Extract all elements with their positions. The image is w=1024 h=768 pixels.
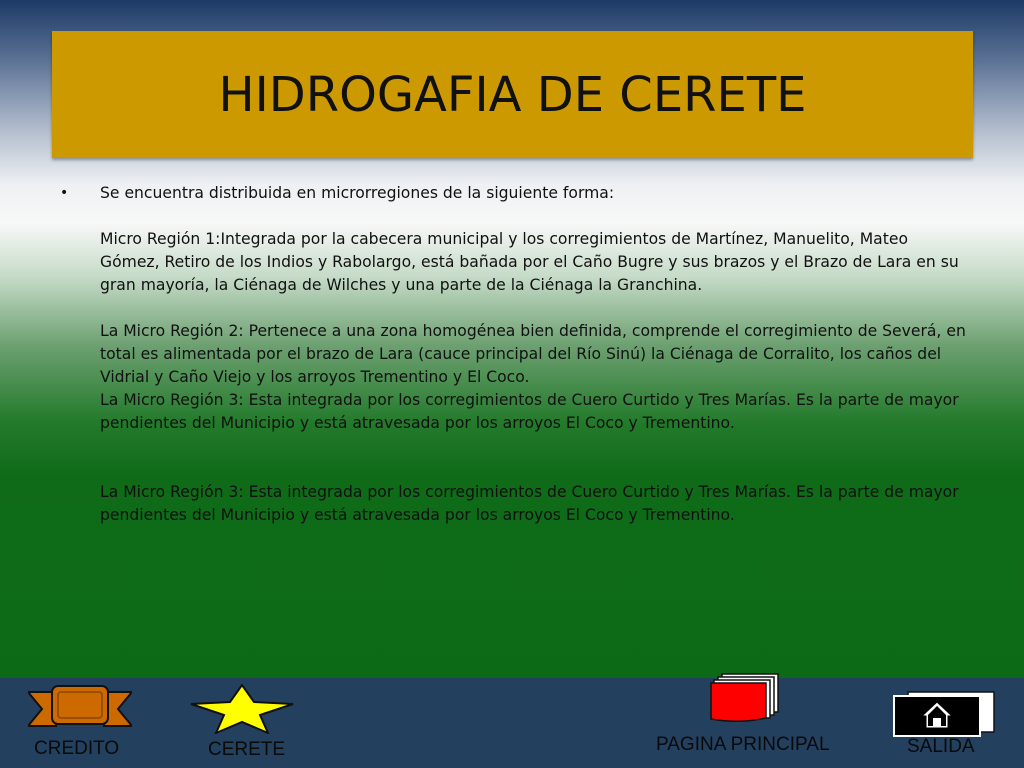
- slide-content: [60, 182, 970, 527]
- credito-label[interactable]: CREDITO: [34, 738, 120, 759]
- region-2-paragraph: La Micro Región 2: Pertenece a una zona homogénea bien definida, comprende el corregimiento de Severá, en total es alimentada por el brazo de Lara (cauce principal del Río Sinú) la Ciénaga de Corralito, los caños del Vidrial y Caño Viejo y los arroyos Trementino y El Coco.: [100, 322, 966, 386]
- paragraph-spacer: [100, 205, 970, 228]
- ribbon-banner-icon[interactable]: [28, 684, 132, 734]
- stacked-cards-icon[interactable]: [710, 672, 782, 724]
- slide-title-bar: [52, 31, 973, 158]
- intro-paragraph: Se encuentra distribuida en microrregiones de la siguiente forma:: [100, 184, 615, 202]
- bullet-marker: •: [60, 185, 69, 201]
- region-3-repeat-paragraph: La Micro Región 3: Esta integrada por los corregimientos de Cuero Curtido y Tres Marías. Es la parte de mayor pendientes del Municipio y está atravesada por los arroyos El Coco y Trementino.: [100, 483, 959, 524]
- home-icon[interactable]: [892, 690, 996, 740]
- bullet-body: [100, 182, 970, 527]
- cerete-label[interactable]: CERETE: [208, 739, 286, 760]
- paragraph-spacer: [100, 297, 970, 320]
- slide-title: HIDROGAFIA DE CERETE: [218, 66, 807, 123]
- pagina-principal-label[interactable]: PAGINA PRINCIPAL: [656, 734, 830, 755]
- bullet-item: [60, 182, 970, 527]
- region-3-paragraph: La Micro Región 3: Esta integrada por los corregimientos de Cuero Curtido y Tres Marías. Es la parte de mayor pendientes del Municipio y está atravesada por los arroyos El Coco y Trementino.: [100, 391, 959, 432]
- salida-label[interactable]: SALIDA: [907, 736, 975, 757]
- navigation-bar: [0, 678, 1024, 768]
- star-icon[interactable]: [190, 684, 294, 734]
- paragraph-spacer: [100, 435, 970, 481]
- region-1-paragraph: Micro Región 1:Integrada por la cabecera municipal y los corregimientos de Martínez, Manuelito, Mateo Gómez, Retiro de los Indios y Rabolargo, está bañada por el Caño Bugre y sus brazos y el Brazo de Lara en su gran mayoría, la Ciénaga de Wilches y una parte de la Ciénaga la Granchina.: [100, 230, 959, 294]
